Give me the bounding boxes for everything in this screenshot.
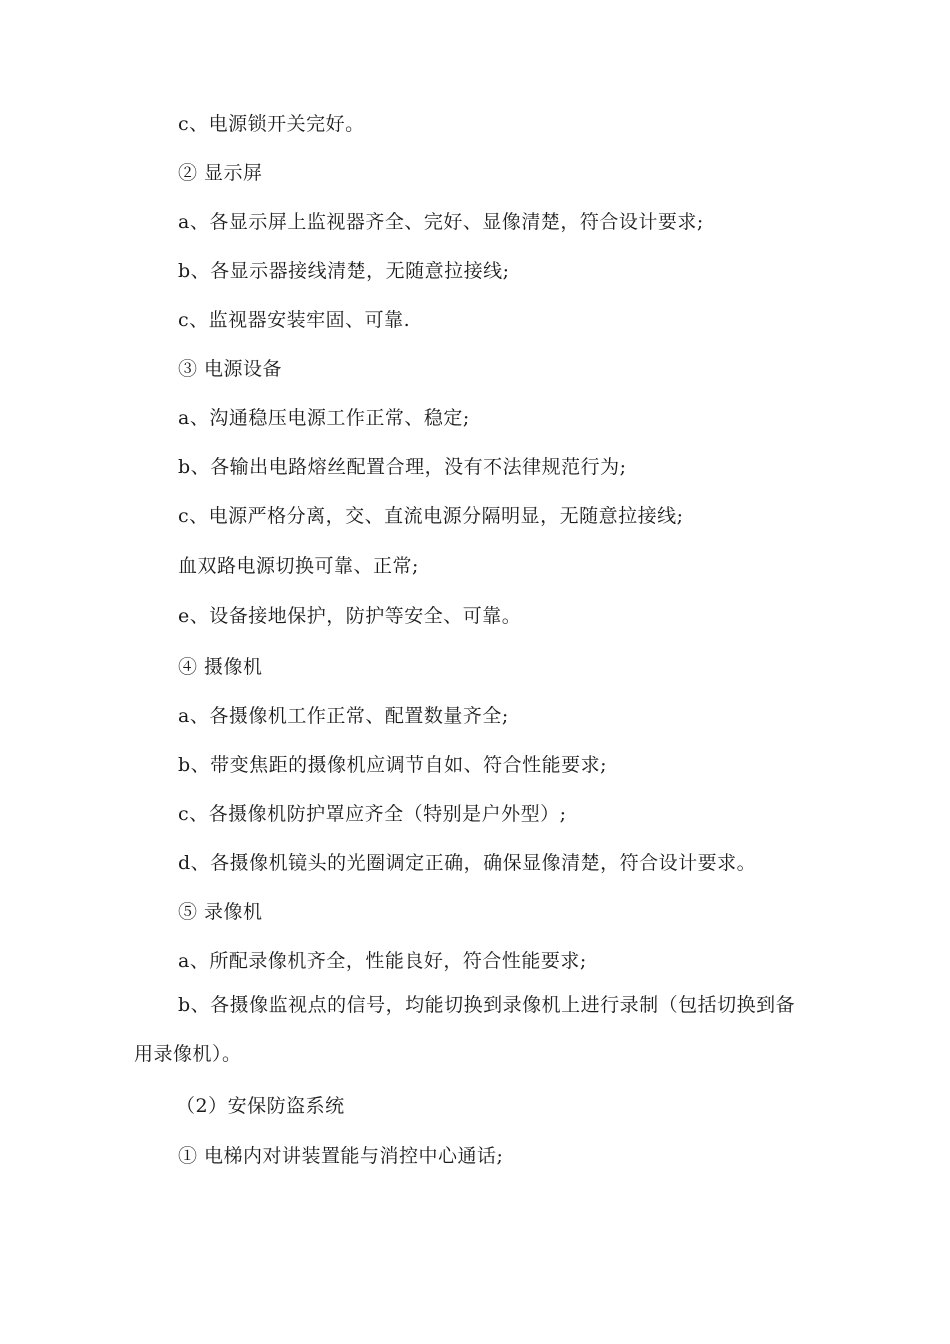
text-line: b、各摄像监视点的信号，均能切换到录像机上进行录制（包括切换到备 <box>178 994 796 1016</box>
text-line: c、监视器安装牢固、可靠. <box>178 309 411 331</box>
text-line: ① 电梯内对讲装置能与消控中心通话; <box>178 1145 504 1167</box>
text-line-continuation: 用录像机）。 <box>134 1043 242 1065</box>
text-line: d、各摄像机镜头的光圈调定正确，确保显像清楚，符合设计要求。 <box>178 852 757 874</box>
text-line: c、各摄像机防护罩应齐全（特别是户外型）; <box>178 803 567 825</box>
text-line: b、各显示器接线清楚，无随意拉接线; <box>178 260 510 282</box>
text-line: a、沟通稳压电源工作正常、稳定; <box>178 407 470 429</box>
text-line: 血双路电源切换可靠、正常; <box>178 555 419 577</box>
section-heading: ③ 电源设备 <box>178 358 283 380</box>
text-line: a、所配录像机齐全，性能良好，符合性能要求; <box>178 950 587 972</box>
section-heading: （2）安保防盗系统 <box>176 1095 345 1117</box>
text-line: a、各摄像机工作正常、配置数量齐全; <box>178 705 509 727</box>
text-line: b、各输出电路熔丝配置合理，没有不法律规范行为; <box>178 456 627 478</box>
text-line: c、电源严格分离，交、直流电源分隔明显，无随意拉接线; <box>178 505 684 527</box>
text-line: c、电源锁开关完好。 <box>178 113 365 135</box>
section-heading: ② 显示屏 <box>178 162 263 184</box>
text-line: b、带变焦距的摄像机应调节自如、符合性能要求; <box>178 754 608 776</box>
text-line: e、设备接地保护，防护等安全、可靠。 <box>178 605 522 627</box>
text-line: a、各显示屏上监视器齐全、完好、显像清楚，符合设计要求; <box>178 211 704 233</box>
section-heading: ④ 摄像机 <box>178 656 263 678</box>
section-heading: ⑤ 录像机 <box>178 901 263 923</box>
